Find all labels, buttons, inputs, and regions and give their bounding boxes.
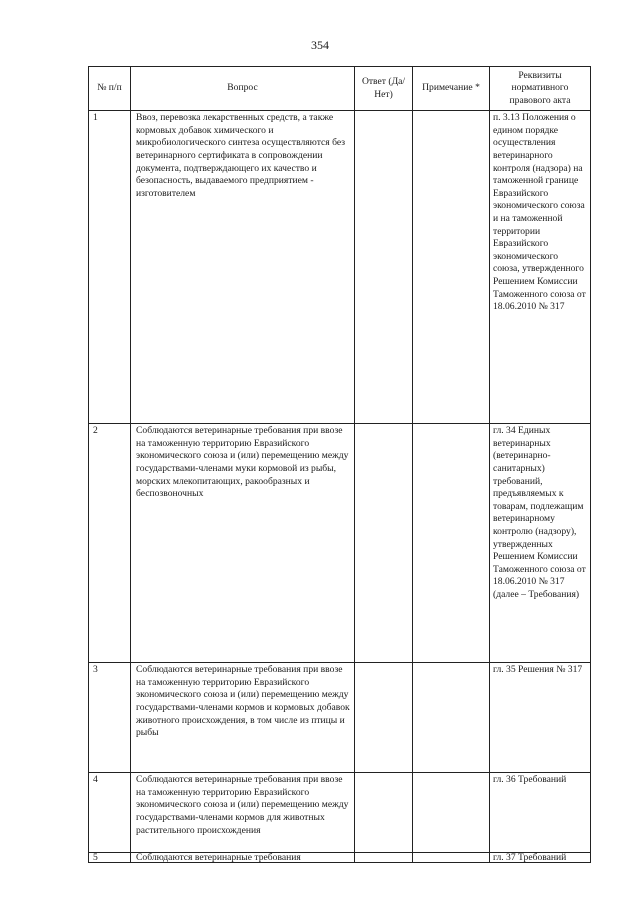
table-header-row	[89, 67, 591, 111]
table-row	[89, 663, 591, 773]
row-num: 3	[89, 663, 131, 773]
row-note	[413, 424, 490, 663]
row-requisites: п. 3.13 Положения о едином порядке осуществления ветеринарного контроля (надзора) на таможенной границе Евразийского экономического союза и на таможенной территории Евразийского экономического союза, утвержденного Решением Комиссии Таможенного союза от 18.06.2010 № 317	[490, 111, 591, 424]
row-answer	[355, 424, 413, 663]
row-note	[413, 773, 490, 853]
row-num: 5	[89, 853, 131, 863]
header-answer: Ответ (Да/Нет)	[355, 67, 413, 111]
header-question: Вопрос	[131, 67, 355, 111]
row-num: 4	[89, 773, 131, 853]
row-question: Ввоз, перевозка лекарственных средств, а также кормовых добавок химического и микробиологического синтеза осуществляются без ветеринарного сертификата в сопровождении документа, подтверждающего их качество и безопасность, выдаваемого предприятием - изготовителем	[131, 111, 355, 424]
row-answer	[355, 773, 413, 853]
row-num: 2	[89, 424, 131, 663]
table-row	[89, 111, 591, 424]
row-question: Соблюдаются ветеринарные требования при ввозе на таможенную территорию Евразийского экономического союза и (или) перемещению между государствами-членами кормов для животных растительного происхождения	[131, 773, 355, 853]
table-row	[89, 424, 591, 663]
header-note: Примечание *	[413, 67, 490, 111]
row-note	[413, 663, 490, 773]
row-requisites: гл. 34 Единых ветеринарных (ветеринарно-санитарных) требований, предъявляемых к товарам, подлежащим ветеринарному контролю (надзору), утвержденных Решением Комиссии Таможенного союза от 18.06.2010 № 317 (далее – Требования)	[490, 424, 591, 663]
row-question: Соблюдаются ветеринарные требования при ввозе на таможенную территорию Евразийского экономического союза и (или) перемещению между государствами-членами муки кормовой из рыбы, морских млекопитающих, ракообразных и беспозвоночных	[131, 424, 355, 663]
row-requisites: гл. 37 Требований	[490, 853, 591, 863]
checklist-table	[88, 66, 591, 863]
row-question: Соблюдаются ветеринарные требования при ввозе на таможенную территорию Евразийского экономического союза и (или) перемещению между государствами-членами кормов и кормовых добавок животного происхождения, в том числе из птицы и рыбы	[131, 663, 355, 773]
row-num: 1	[89, 111, 131, 424]
header-requisites: Реквизиты нормативного правового акта	[490, 67, 591, 111]
row-answer	[355, 853, 413, 863]
row-requisites: гл. 35 Решения № 317	[490, 663, 591, 773]
header-num: № п/п	[89, 67, 131, 111]
table-row	[89, 853, 591, 863]
row-answer	[355, 663, 413, 773]
table-row	[89, 773, 591, 853]
page-number: 354	[311, 38, 329, 52]
row-note	[413, 111, 490, 424]
row-requisites: гл. 36 Требований	[490, 773, 591, 853]
row-question: Соблюдаются ветеринарные требования	[131, 853, 355, 863]
row-note	[413, 853, 490, 863]
row-answer	[355, 111, 413, 424]
